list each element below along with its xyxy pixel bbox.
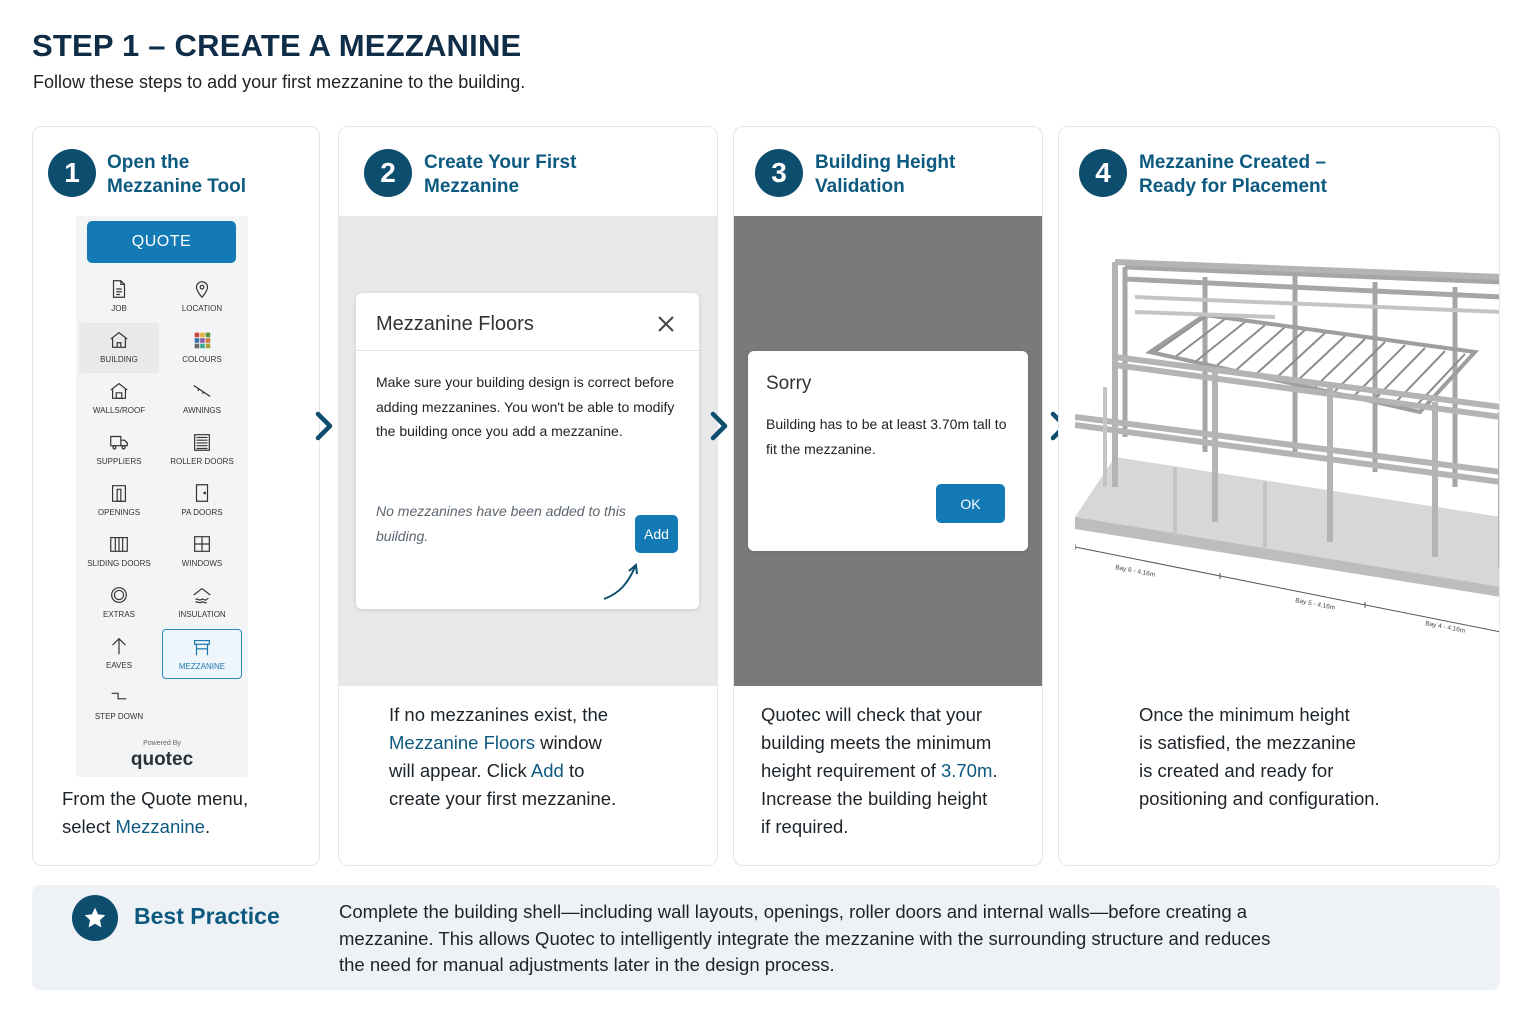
menu-item-sliding-doors[interactable] xyxy=(79,527,159,577)
close-icon[interactable] xyxy=(655,313,677,335)
add-button[interactable]: Add xyxy=(635,515,678,553)
menu-item-label: STEP DOWN xyxy=(94,712,144,721)
screenshot-overlay xyxy=(734,216,1042,686)
caption-line: create your first mezzanine. xyxy=(389,788,617,809)
dialog-body: Make sure your building design is correct before adding mezzanines. You won't be able to modify the building once you add a mezzanine. xyxy=(376,374,675,439)
step-number-badge: 1 xyxy=(48,149,96,197)
caption-line: If no mezzanines exist, the xyxy=(389,704,609,725)
menu-item-label: INSULATION xyxy=(178,610,226,619)
menu-item-building[interactable] xyxy=(79,323,159,373)
star-icon xyxy=(72,895,118,941)
menu-item-step-down[interactable] xyxy=(79,680,159,730)
bay-label: Bay 4 - 4.16m xyxy=(1424,620,1466,635)
menu-item-eaves[interactable] xyxy=(79,629,159,679)
step-caption xyxy=(1139,701,1380,813)
extras-icon xyxy=(108,584,130,606)
step-caption xyxy=(761,701,998,841)
menu-item-label: AWNINGS xyxy=(183,406,221,415)
step-caption xyxy=(389,701,616,813)
caption-line xyxy=(389,757,616,785)
step-number-badge: 3 xyxy=(755,149,803,197)
best-practice-text: Complete the building shell—including wall layouts, openings, roller doors and internal walls—before creating a mezzanine. This allows Quotec to intelligently integrate the mezzanine with the surrounding structure and reduces the need for manual adjustments later in the design process. xyxy=(339,901,1271,975)
menu-item-label: ROLLER DOORS xyxy=(170,457,234,466)
caption-text: will appear. Click xyxy=(389,760,531,781)
menu-item-colours[interactable] xyxy=(162,323,242,373)
dialog-divider xyxy=(356,350,699,351)
roller-door-icon xyxy=(191,431,213,453)
caption-highlight: Add xyxy=(530,760,564,781)
caption-line: Quotec will check that your xyxy=(761,704,983,725)
step-caption xyxy=(62,785,248,841)
menu-item-label: OPENINGS xyxy=(97,508,141,517)
curved-arrow-icon xyxy=(602,559,642,603)
quotec-logo: quotec xyxy=(130,749,194,770)
caption-line: From the Quote menu, xyxy=(62,788,249,809)
sliding-door-icon xyxy=(108,533,130,555)
menu-item-label: SLIDING DOORS xyxy=(87,559,151,568)
caption-highlight: Mezzanine xyxy=(115,816,205,837)
quote-menu xyxy=(76,216,248,777)
page-title: STEP 1 – CREATE A MEZZANINE xyxy=(32,28,522,63)
screenshot-background xyxy=(339,216,717,686)
step-card-4 xyxy=(1058,126,1500,866)
quote-button[interactable]: QUOTE xyxy=(87,221,236,263)
mezzanine-floors-dialog xyxy=(356,293,699,609)
menu-item-label: PA DOORS xyxy=(181,508,223,517)
menu-item-mezzanine[interactable] xyxy=(162,629,242,679)
sorry-dialog xyxy=(748,351,1028,551)
step-title-line: Building Height xyxy=(815,152,956,173)
step-number-badge: 4 xyxy=(1079,149,1127,197)
menu-item-roller-doors[interactable] xyxy=(162,425,242,475)
step-title xyxy=(815,151,955,199)
empty-state-text: No mezzanines have been added to this building. xyxy=(376,503,626,544)
menu-item-label: MEZZANINE xyxy=(178,662,226,671)
caption-text: to xyxy=(563,760,585,781)
step-title-line: Validation xyxy=(815,176,905,197)
dialog-body: Building has to be at least 3.70m tall to fit the mezzanine. xyxy=(766,416,1007,457)
bay-label: Bay 6 - 4.16m xyxy=(1114,564,1156,579)
mezzanine-icon xyxy=(191,636,213,658)
menu-item-suppliers[interactable] xyxy=(79,425,159,475)
step-title xyxy=(107,151,246,199)
caption-line xyxy=(389,729,616,757)
step-card-3 xyxy=(733,126,1043,866)
step-title-line: Mezzanine xyxy=(424,176,520,197)
step-title xyxy=(424,151,576,199)
caption-line: is satisfied, the mezzanine xyxy=(1139,732,1356,753)
menu-item-windows[interactable] xyxy=(162,527,242,577)
caption-text: . xyxy=(992,760,998,781)
ok-button[interactable]: OK xyxy=(936,484,1005,523)
caption-highlight: 3.70m xyxy=(940,760,993,781)
caption-line: building meets the minimum xyxy=(761,732,992,753)
menu-item-pa-doors[interactable] xyxy=(162,476,242,526)
menu-item-label: EAVES xyxy=(105,661,133,670)
step-down-icon xyxy=(108,686,130,708)
step-title-line: Create Your First xyxy=(424,152,577,173)
menu-item-label: SUPPLIERS xyxy=(96,457,142,466)
step-card-1 xyxy=(32,126,320,866)
caption-text: window xyxy=(535,732,602,753)
caption-text: select xyxy=(62,816,116,837)
menu-item-label: COLOURS xyxy=(182,355,222,364)
truck-icon xyxy=(108,431,130,453)
caption-line: Once the minimum height xyxy=(1139,704,1350,725)
walls-roof-icon xyxy=(108,380,130,402)
menu-item-location[interactable] xyxy=(162,272,242,322)
bay-label: Bay 5 - 4.16m xyxy=(1294,597,1336,612)
caption-line xyxy=(62,813,248,841)
awning-icon xyxy=(191,380,213,402)
step-number-badge: 2 xyxy=(364,149,412,197)
document-icon xyxy=(108,278,130,300)
menu-item-job[interactable] xyxy=(79,272,159,322)
dialog-title: Sorry xyxy=(766,373,812,394)
door-icon xyxy=(191,482,213,504)
menu-item-label: LOCATION xyxy=(181,304,223,313)
step-title-line: Mezzanine Created – xyxy=(1139,152,1326,173)
insulation-icon xyxy=(191,584,213,606)
caption-text: height requirement of xyxy=(761,760,941,781)
menu-item-label: WINDOWS xyxy=(181,559,223,568)
caption-text: . xyxy=(204,816,211,837)
menu-item-openings[interactable] xyxy=(79,476,159,526)
powered-by-label: Powered By xyxy=(143,740,181,747)
location-pin-icon xyxy=(191,278,213,300)
menu-item-label: JOB xyxy=(111,304,127,313)
menu-item-walls-roof[interactable] xyxy=(79,374,159,424)
caption-highlight: Mezzanine Floors xyxy=(389,732,536,753)
caption-line: Increase the building height xyxy=(761,788,988,809)
dialog-title: Mezzanine Floors xyxy=(376,313,534,335)
caption-line: is created and ready for xyxy=(1139,760,1334,781)
menu-item-insulation[interactable] xyxy=(162,578,242,628)
step-title-line: Mezzanine Tool xyxy=(107,176,246,197)
menu-item-label: BUILDING xyxy=(100,355,138,364)
menu-item-awnings[interactable] xyxy=(162,374,242,424)
step-title-line: Open the xyxy=(107,152,190,173)
chevron-right-icon xyxy=(708,410,730,442)
caption-line: positioning and configuration. xyxy=(1139,788,1380,809)
best-practice-title: Best Practice xyxy=(134,903,280,929)
arrow-up-icon xyxy=(108,635,130,657)
page-subtitle: Follow these steps to add your first mezzanine to the building. xyxy=(33,72,526,92)
best-practice-panel xyxy=(32,885,1500,990)
colour-grid-icon xyxy=(191,329,213,351)
step-card-2 xyxy=(338,126,718,866)
house-icon xyxy=(108,329,130,351)
caption-line xyxy=(761,757,998,785)
menu-item-extras[interactable] xyxy=(79,578,159,628)
menu-item-label: EXTRAS xyxy=(102,610,135,619)
menu-item-label: WALLS/ROOF xyxy=(92,406,146,415)
caption-line: if required. xyxy=(761,816,849,837)
mezzanine-3d-model xyxy=(1075,257,1500,647)
opening-icon xyxy=(108,482,130,504)
chevron-right-icon xyxy=(313,410,335,442)
step-title-line: Ready for Placement xyxy=(1139,176,1327,197)
step-title xyxy=(1139,151,1327,199)
window-icon xyxy=(191,533,213,555)
